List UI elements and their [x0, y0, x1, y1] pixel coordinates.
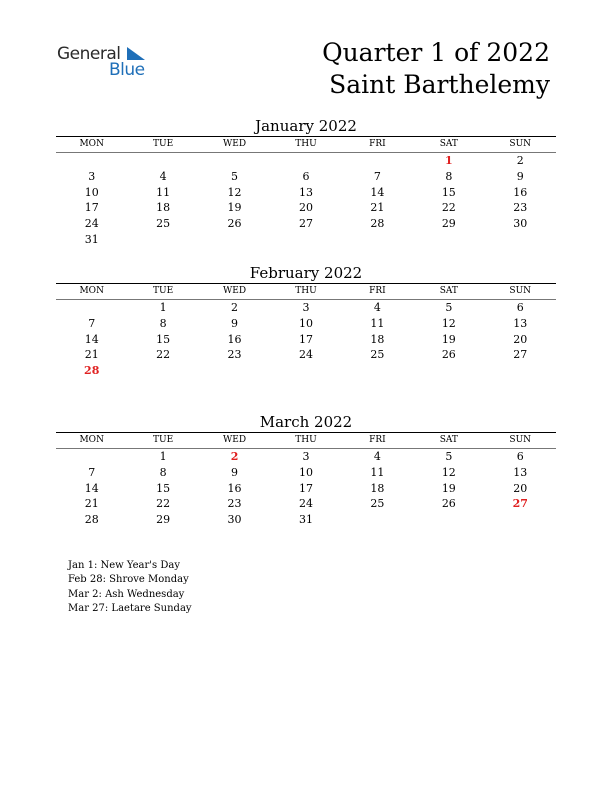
empty-cell — [199, 153, 270, 169]
day-cell: 10 — [84, 185, 99, 199]
day-cell: 1 — [159, 450, 167, 463]
day-cell: 10 — [298, 316, 313, 330]
week-row — [56, 169, 556, 185]
day-cell: 6 — [302, 169, 310, 183]
day-cell: 2 — [516, 154, 524, 167]
month-title: February 2022 — [249, 264, 363, 282]
week-row — [56, 363, 556, 379]
day-cell: 8 — [159, 465, 167, 479]
logo-flag-icon — [125, 47, 147, 61]
week-row — [56, 481, 556, 497]
day-cell: 22 — [441, 201, 456, 215]
week-row — [56, 300, 556, 316]
empty-cell — [270, 363, 341, 379]
day-cell: 4 — [373, 301, 381, 314]
day-cell: 15 — [156, 332, 171, 346]
empty-cell — [56, 153, 127, 169]
day-cell: 28 — [84, 513, 99, 527]
day-cell: 17 — [298, 332, 313, 346]
weekday-header: SAT — [439, 435, 458, 445]
day-cell: 23 — [227, 497, 242, 511]
day-cell: 16 — [227, 481, 242, 495]
day-cell: 14 — [84, 481, 99, 495]
day-cell: 15 — [156, 481, 171, 495]
week-row — [56, 332, 556, 348]
day-cell: 6 — [516, 450, 524, 463]
week-row — [56, 185, 556, 201]
day-cell: 30 — [227, 513, 242, 527]
weekday-header: SUN — [509, 286, 532, 296]
holiday-note: Mar 2: Ash Wednesday — [68, 588, 185, 600]
empty-cell — [270, 153, 341, 169]
day-cell: 16 — [227, 332, 242, 346]
day-cell: 25 — [156, 217, 171, 231]
empty-cell — [127, 363, 198, 379]
empty-cell — [342, 232, 413, 248]
day-cell: 21 — [370, 201, 385, 215]
week-row — [56, 200, 556, 216]
empty-cell — [342, 363, 413, 379]
empty-cell — [199, 232, 270, 248]
day-cell: 18 — [156, 201, 171, 215]
day-cell: 23 — [227, 348, 242, 362]
day-cell: 26 — [441, 348, 456, 362]
day-cell: 11 — [156, 185, 171, 199]
day-cell: 24 — [298, 348, 313, 362]
day-cell: 5 — [231, 169, 239, 183]
day-cell: 19 — [441, 481, 456, 495]
day-cell: 12 — [441, 465, 456, 479]
day-cell: 20 — [298, 201, 313, 215]
weekday-header-row — [56, 284, 556, 299]
day-cell: 5 — [445, 450, 453, 463]
day-cell: 1 — [444, 154, 453, 167]
day-cell: 17 — [84, 201, 99, 215]
empty-cell — [270, 232, 341, 248]
weekday-header: MON — [79, 435, 104, 445]
logo-general-text: General — [57, 44, 121, 64]
day-cell: 20 — [513, 481, 528, 495]
day-cell: 27 — [512, 497, 528, 511]
day-cell: 8 — [159, 316, 167, 330]
generalblue-logo — [57, 44, 157, 82]
logo-blue-text: Blue — [109, 60, 145, 80]
weekday-header: TUE — [153, 139, 174, 149]
day-cell: 21 — [84, 497, 99, 511]
month-march — [56, 412, 556, 528]
day-cell: 11 — [370, 465, 385, 479]
day-cell: 31 — [298, 513, 313, 527]
empty-cell — [127, 153, 198, 169]
day-cell: 11 — [370, 316, 385, 330]
day-cell: 24 — [84, 217, 99, 231]
day-cell: 4 — [159, 169, 167, 183]
day-cell: 4 — [373, 450, 381, 463]
day-cell: 13 — [513, 465, 528, 479]
day-cell: 19 — [227, 201, 242, 215]
empty-cell — [413, 512, 484, 528]
day-cell: 17 — [298, 481, 313, 495]
day-cell: 3 — [302, 450, 310, 463]
holiday-notes — [68, 559, 192, 616]
page-title — [322, 37, 550, 101]
weekday-header: FRI — [369, 286, 386, 296]
empty-cell — [127, 232, 198, 248]
week-row — [56, 316, 556, 332]
day-cell: 7 — [373, 169, 381, 183]
week-row — [56, 496, 556, 512]
day-cell: 20 — [513, 332, 528, 346]
day-cell: 29 — [441, 217, 456, 231]
day-cell: 1 — [159, 301, 167, 314]
day-cell: 12 — [227, 185, 242, 199]
day-cell: 18 — [370, 332, 385, 346]
empty-cell — [342, 512, 413, 528]
day-cell: 15 — [441, 185, 456, 199]
day-cell: 9 — [231, 465, 239, 479]
day-cell: 2 — [231, 301, 239, 314]
weekday-header: TUE — [153, 286, 174, 296]
day-cell: 25 — [370, 348, 385, 362]
holiday-note: Feb 28: Shrove Monday — [68, 574, 189, 586]
weekday-header: MON — [79, 286, 104, 296]
empty-cell — [413, 363, 484, 379]
day-cell: 7 — [88, 465, 96, 479]
weekday-header: SAT — [439, 286, 458, 296]
day-cell: 30 — [513, 217, 528, 231]
day-cell: 9 — [231, 316, 239, 330]
weekday-header-row — [56, 433, 556, 448]
month-title: March 2022 — [259, 413, 353, 431]
empty-cell — [485, 512, 556, 528]
weekday-header: FRI — [369, 435, 386, 445]
month-title: January 2022 — [255, 117, 357, 135]
day-cell: 26 — [227, 217, 242, 231]
week-row — [56, 465, 556, 481]
day-cell: 27 — [513, 348, 528, 362]
day-cell: 19 — [441, 332, 456, 346]
empty-cell — [485, 363, 556, 379]
day-cell: 25 — [370, 497, 385, 511]
day-cell: 6 — [516, 301, 524, 314]
weekday-header: SAT — [439, 139, 458, 149]
week-row — [56, 512, 556, 528]
week-row — [56, 216, 556, 232]
empty-cell — [413, 232, 484, 248]
day-cell: 9 — [516, 169, 524, 183]
day-cell: 21 — [84, 348, 99, 362]
holiday-note: Jan 1: New Year's Day — [68, 560, 180, 571]
week-row — [56, 347, 556, 363]
day-cell: 24 — [298, 497, 313, 511]
day-cell: 2 — [230, 450, 239, 463]
day-cell: 12 — [441, 316, 456, 330]
weekday-header: THU — [295, 435, 317, 445]
weekday-header: MON — [79, 139, 104, 149]
day-cell: 10 — [298, 465, 313, 479]
day-cell: 28 — [370, 217, 385, 231]
day-cell: 26 — [441, 497, 456, 511]
weekday-header: THU — [295, 139, 317, 149]
day-cell: 14 — [84, 332, 99, 346]
day-cell: 5 — [445, 301, 453, 314]
week-row — [56, 153, 556, 169]
weekday-header-row — [56, 137, 556, 152]
day-cell: 29 — [156, 513, 171, 527]
month-february — [56, 263, 556, 379]
empty-cell — [56, 300, 127, 316]
day-cell: 8 — [445, 169, 453, 183]
day-cell: 13 — [298, 185, 313, 199]
day-cell: 7 — [88, 316, 96, 330]
day-cell: 22 — [156, 497, 171, 511]
country-title: Saint Barthelemy — [329, 70, 550, 99]
weekday-header: FRI — [369, 139, 386, 149]
week-row — [56, 449, 556, 465]
holiday-note: Mar 27: Laetare Sunday — [68, 602, 192, 614]
weekday-header: SUN — [509, 435, 532, 445]
month-january — [56, 116, 556, 248]
day-cell: 13 — [513, 316, 528, 330]
empty-cell — [56, 449, 127, 465]
empty-cell — [342, 153, 413, 169]
weekday-header: THU — [295, 286, 317, 296]
day-cell: 18 — [370, 481, 385, 495]
day-cell: 31 — [84, 232, 99, 246]
weekday-header: WED — [223, 139, 247, 149]
empty-cell — [485, 232, 556, 248]
quarter-title: Quarter 1 of 2022 — [322, 38, 550, 67]
day-cell: 3 — [302, 301, 310, 314]
day-cell: 3 — [88, 169, 96, 183]
day-cell: 14 — [370, 185, 385, 199]
weekday-header: WED — [223, 286, 247, 296]
day-cell: 22 — [156, 348, 171, 362]
weekday-header: SUN — [509, 139, 532, 149]
day-cell: 28 — [84, 364, 100, 378]
weekday-header: TUE — [153, 435, 174, 445]
day-cell: 23 — [513, 201, 528, 215]
weekday-header: WED — [223, 435, 247, 445]
empty-cell — [199, 363, 270, 379]
day-cell: 27 — [298, 217, 313, 231]
week-row — [56, 232, 556, 248]
day-cell: 16 — [513, 185, 528, 199]
